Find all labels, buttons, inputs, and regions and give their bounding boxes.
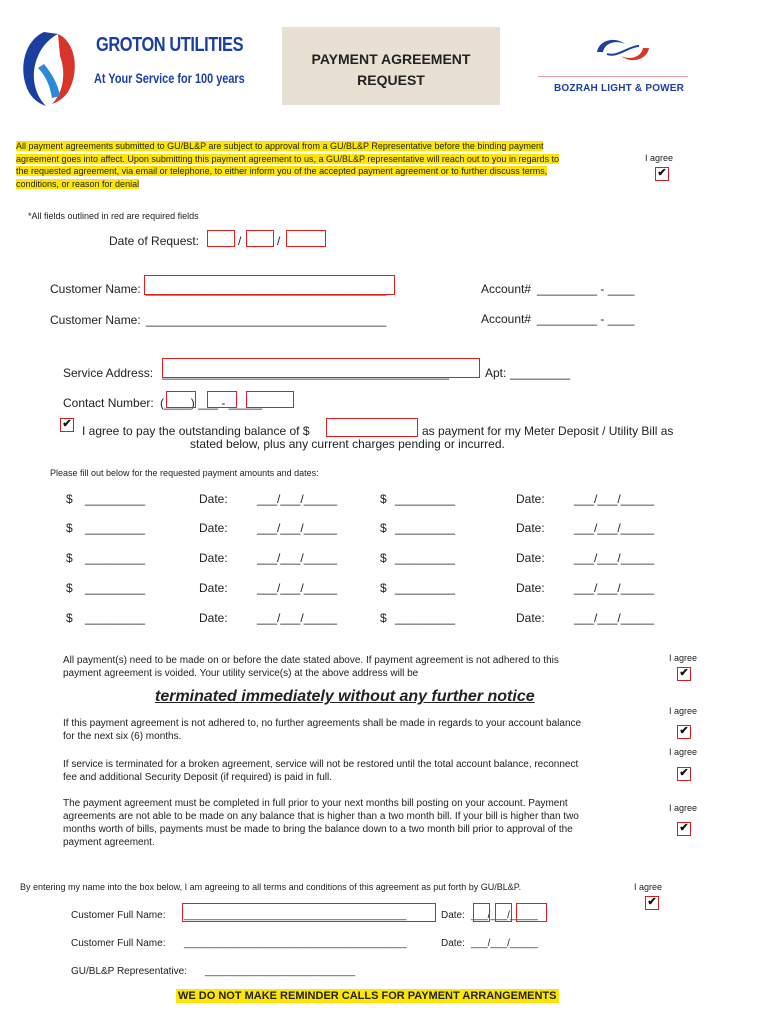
account-label: Account#: [481, 282, 532, 296]
customer-name-label: Customer Name:: [50, 282, 141, 296]
term-3-agree-label: I agree: [669, 747, 698, 757]
required-note: *All fields outlined in red are required fields: [28, 211, 199, 221]
signature-agree-checkbox[interactable]: ✔: [645, 896, 659, 910]
date-input-right[interactable]: ___/___/_____: [574, 581, 655, 595]
service-address-input[interactable]: [162, 358, 480, 378]
representative-label: GU/BL&P Representative:: [71, 966, 187, 977]
warning-heading: terminated immediately without any further notice: [155, 688, 535, 705]
amount-input-right[interactable]: _________: [395, 611, 456, 625]
request-month-input[interactable]: [207, 230, 235, 247]
pay-text-1: I agree to pay the outstanding balance of $: [82, 424, 310, 438]
date-label-right: Date:: [516, 492, 545, 506]
date-label-left: Date:: [199, 611, 228, 625]
term-1-agree-label: I agree: [669, 653, 698, 663]
contact-area-code-input[interactable]: [166, 391, 196, 408]
intro-agree-checkbox[interactable]: ✔: [655, 167, 669, 181]
form-title-line1: PAYMENT AGREEMENT: [311, 51, 471, 67]
date-input-right[interactable]: ___/___/_____: [574, 521, 655, 535]
request-year-input[interactable]: [286, 230, 326, 247]
account-label-2: Account#: [481, 312, 532, 326]
amount-input-right[interactable]: _________: [395, 551, 456, 565]
date-label-left: Date:: [199, 551, 228, 565]
intro-disclaimer: All payment agreements submitted to GU/BL&P are subject to approval from a GU/BL&P Representative before the binding payment agreement goes into affect. Upon submitting this payment agreement to us, a GU/BL&P representative will reach out to you in regards to the requested agreement, via email or telephone, to either inform you of the accepted payment agreement or to further discuss terms, conditions, or reason for denial: [16, 141, 559, 189]
date-slash: /: [277, 234, 281, 248]
amount-input-left[interactable]: _________: [85, 492, 146, 506]
pay-text-3: stated below, plus any current charges pending or incurred.: [190, 437, 505, 451]
service-address-label: Service Address:: [63, 366, 154, 380]
signature-agree-label: I agree: [634, 882, 663, 892]
signature-month-input[interactable]: [473, 903, 490, 922]
term-4-agree-label: I agree: [669, 803, 698, 813]
service-address-line: ___________________________________________: [162, 366, 449, 380]
term-2-text: If this payment agreement is not adhered to, no further agreements shall be made in regards to your account balance for the next six (6) months.: [63, 718, 582, 742]
form-title-line2: REQUEST: [357, 72, 425, 88]
term-1-agree-checkbox[interactable]: ✔: [677, 667, 691, 681]
term-1-text: All payment(s) need to be made on or before the date stated above. If payment agreement is not adhered to this payment agreement is voided. Your utility service(s) at the above address will be: [63, 655, 559, 679]
form-title-box: [282, 27, 500, 105]
dollar-sign: $: [380, 492, 387, 506]
dollar-sign: $: [66, 611, 73, 625]
signature-date-line: ___/___/_____: [471, 910, 538, 921]
date-label-right: Date:: [516, 551, 545, 565]
customer-name-line-2[interactable]: ____________________________________: [146, 313, 387, 327]
date-input-right[interactable]: ___/___/_____: [574, 492, 655, 506]
term-2-agree-checkbox[interactable]: ✔: [677, 725, 691, 739]
signature-date-label: Date:: [441, 910, 465, 921]
contact-number-label: Contact Number:: [63, 396, 154, 410]
pay-text-2: as payment for my Meter Deposit / Utility Bill as: [422, 424, 674, 438]
dollar-sign: $: [380, 551, 387, 565]
customer-name-label-2: Customer Name:: [50, 313, 141, 327]
intro-agree-label: I agree: [645, 153, 674, 163]
term-3-text: If service is terminated for a broken agreement, service will not be restored until the total account balance, reconnect fee and additional Security Deposit (if required) is paid in full.: [63, 759, 579, 783]
dollar-sign: $: [66, 521, 73, 535]
bozrah-logo: [538, 30, 698, 100]
date-input-right[interactable]: ___/___/_____: [574, 611, 655, 625]
signature-year-input[interactable]: [516, 903, 547, 922]
date-input-left[interactable]: ___/___/_____: [257, 581, 338, 595]
contact-prefix-input[interactable]: [207, 391, 237, 408]
bozrah-name: BOZRAH LIGHT & POWER: [554, 83, 685, 94]
dollar-sign: $: [380, 521, 387, 535]
date-slash: /: [238, 234, 242, 248]
amount-input-right[interactable]: _________: [395, 521, 456, 535]
representative-line[interactable]: ___________________________: [205, 966, 356, 977]
amount-input-left[interactable]: _________: [85, 581, 146, 595]
full-name-line: ________________________________________: [184, 910, 407, 921]
amount-input-right[interactable]: _________: [395, 581, 456, 595]
term-2-agree-label: I agree: [669, 706, 698, 716]
footer-notice: WE DO NOT MAKE REMINDER CALLS FOR PAYMENT ARRANGEMENTS: [178, 990, 557, 1002]
term-4-text: The payment agreement must be completed in full prior to your next months bill posting on your account. Payment agreements are not able to be made on any balance that is higher than a two month bill. If your bill is higher than two months worth of bills, payments must be made to bring the balance down to a two month bill prior to approval of the payment agreement.: [63, 798, 579, 848]
balance-agree-checkbox[interactable]: ✔: [60, 418, 74, 432]
date-input-left[interactable]: ___/___/_____: [257, 611, 338, 625]
bozrah-swirl-icon: [593, 34, 653, 66]
full-name-line-2[interactable]: ________________________________________: [184, 938, 407, 949]
term-4-agree-checkbox[interactable]: ✔: [677, 822, 691, 836]
amount-input-right[interactable]: _________: [395, 492, 456, 506]
contact-number-line: (____) ___ - _____: [160, 396, 263, 410]
groton-name: GROTON UTILITIES: [96, 34, 244, 56]
customer-name-line: ____________________________________: [146, 282, 387, 296]
signature-statement: By entering my name into the box below, I am agreeing to all terms and conditions of this agreement as put forth by GU/BL&P.: [20, 882, 522, 892]
dollar-sign: $: [66, 581, 73, 595]
outstanding-balance-input[interactable]: [326, 418, 418, 437]
groton-logo: [14, 24, 254, 109]
dollar-sign: $: [66, 551, 73, 565]
date-label-left: Date:: [199, 521, 228, 535]
dollar-sign: $: [380, 611, 387, 625]
contact-line-input[interactable]: [246, 391, 294, 408]
date-label-right: Date:: [516, 611, 545, 625]
amount-input-left[interactable]: _________: [85, 551, 146, 565]
term-3-agree-checkbox[interactable]: ✔: [677, 767, 691, 781]
signature-day-input[interactable]: [495, 903, 512, 922]
account-line-2[interactable]: _________ - ____: [537, 312, 635, 326]
schedule-intro: Please fill out below for the requested payment amounts and dates:: [50, 468, 319, 478]
date-input-right[interactable]: ___/___/_____: [574, 551, 655, 565]
date-label-left: Date:: [199, 492, 228, 506]
account-line: _________ - ____: [537, 282, 635, 296]
amount-input-left[interactable]: _________: [85, 611, 146, 625]
amount-input-left[interactable]: _________: [85, 521, 146, 535]
signature-date-label-2: Date:: [441, 938, 465, 949]
customer-name-input[interactable]: [144, 275, 395, 295]
date-of-request-label: Date of Request:: [109, 234, 200, 248]
dollar-sign: $: [380, 581, 387, 595]
apt-line[interactable]: _________: [510, 366, 571, 380]
dollar-sign: $: [66, 492, 73, 506]
date-input-left[interactable]: ___/___/_____: [257, 492, 338, 506]
date-input-left[interactable]: ___/___/_____: [257, 551, 338, 565]
request-day-input[interactable]: [246, 230, 274, 247]
date-label-right: Date:: [516, 581, 545, 595]
date-label-left: Date:: [199, 581, 228, 595]
date-label-right: Date:: [516, 521, 545, 535]
groton-tagline: At Your Service for 100 years: [94, 70, 245, 86]
apt-label: Apt:: [485, 366, 507, 380]
full-name-label-2: Customer Full Name:: [71, 938, 166, 949]
signature-date-line-2[interactable]: ___/___/_____: [471, 938, 538, 949]
full-name-label: Customer Full Name:: [71, 910, 166, 921]
full-name-input[interactable]: [182, 903, 436, 922]
groton-swirl-icon: [14, 24, 84, 109]
date-input-left[interactable]: ___/___/_____: [257, 521, 338, 535]
